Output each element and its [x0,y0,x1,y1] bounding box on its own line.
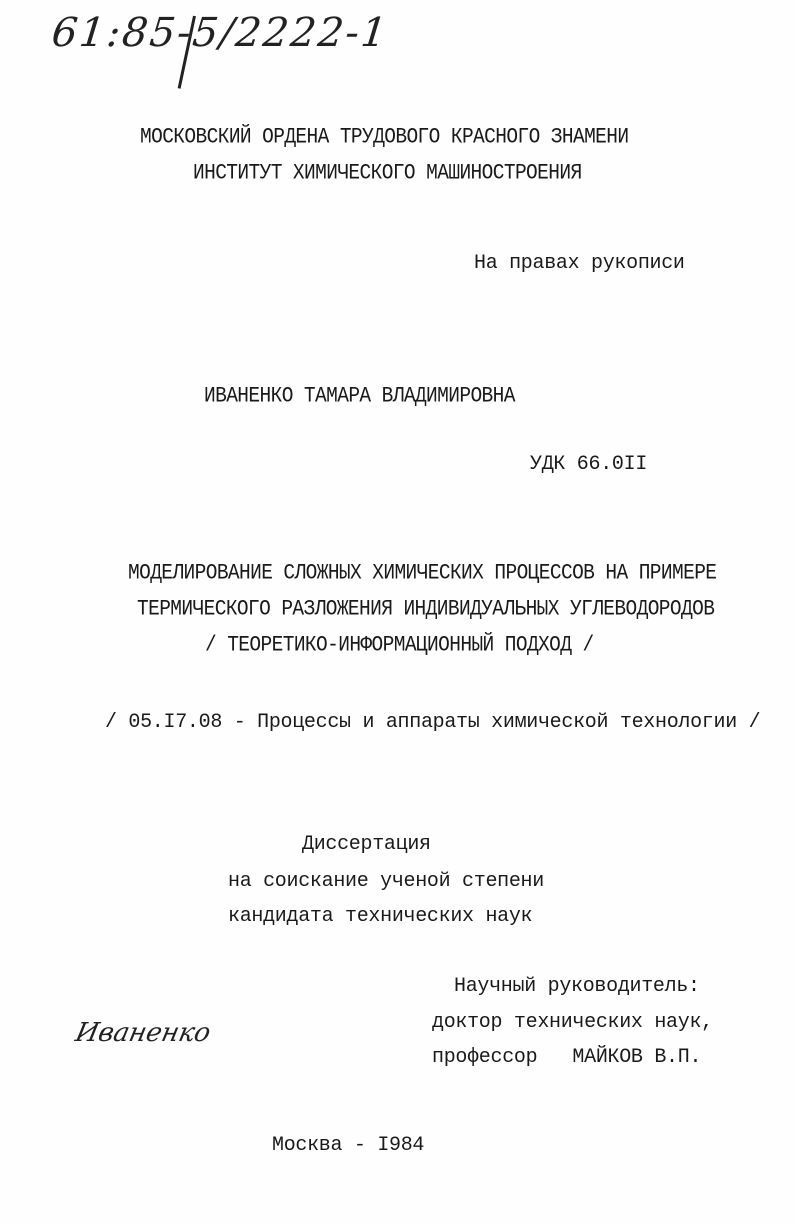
specialty-code: / 05.I7.08 - Процессы и аппараты химической технологии / [105,711,761,734]
dissertation-line-3: кандидата технических наук [228,905,533,928]
city-year: Москва - I984 [272,1134,425,1157]
title-line-1: МОДЕЛИРОВАНИЕ СЛОЖНЫХ ХИМИЧЕСКИХ ПРОЦЕССОВ НА ПРИМЕРЕ [128,560,717,586]
institution-line-1: МОСКОВСКИЙ ОРДЕНА ТРУДОВОГО КРАСНОГО ЗНАМЕНИ [140,124,629,150]
author-signature: Иваненко [72,1018,214,1048]
author-name: ИВАНЕНКО ТАМАРА ВЛАДИМИРОВНА [204,383,515,409]
dissertation-line-1: Диссертация [302,833,431,856]
udk-code: УДК 66.0II [530,453,648,476]
supervisor-name: профессор МАЙКОВ В.П. [432,1046,702,1069]
title-line-2: ТЕРМИЧЕСКОГО РАЗЛОЖЕНИЯ ИНДИВИДУАЛЬНЫХ УГЛЕВОДОРОДОВ [137,596,715,622]
dissertation-line-2: на соискание ученой степени [228,870,544,893]
archive-code: 61:85-5/2222-1 [49,10,391,56]
supervisor-degree: доктор технических наук, [432,1011,713,1034]
title-line-3: / ТЕОРЕТИКО-ИНФОРМАЦИОННЫЙ ПОДХОД / [205,632,594,658]
institution-line-2: ИНСТИТУТ ХИМИЧЕСКОГО МАШИНОСТРОЕНИЯ [193,160,582,186]
supervisor-label: Научный руководитель: [454,975,700,998]
rights-note: На правах рукописи [474,252,685,275]
